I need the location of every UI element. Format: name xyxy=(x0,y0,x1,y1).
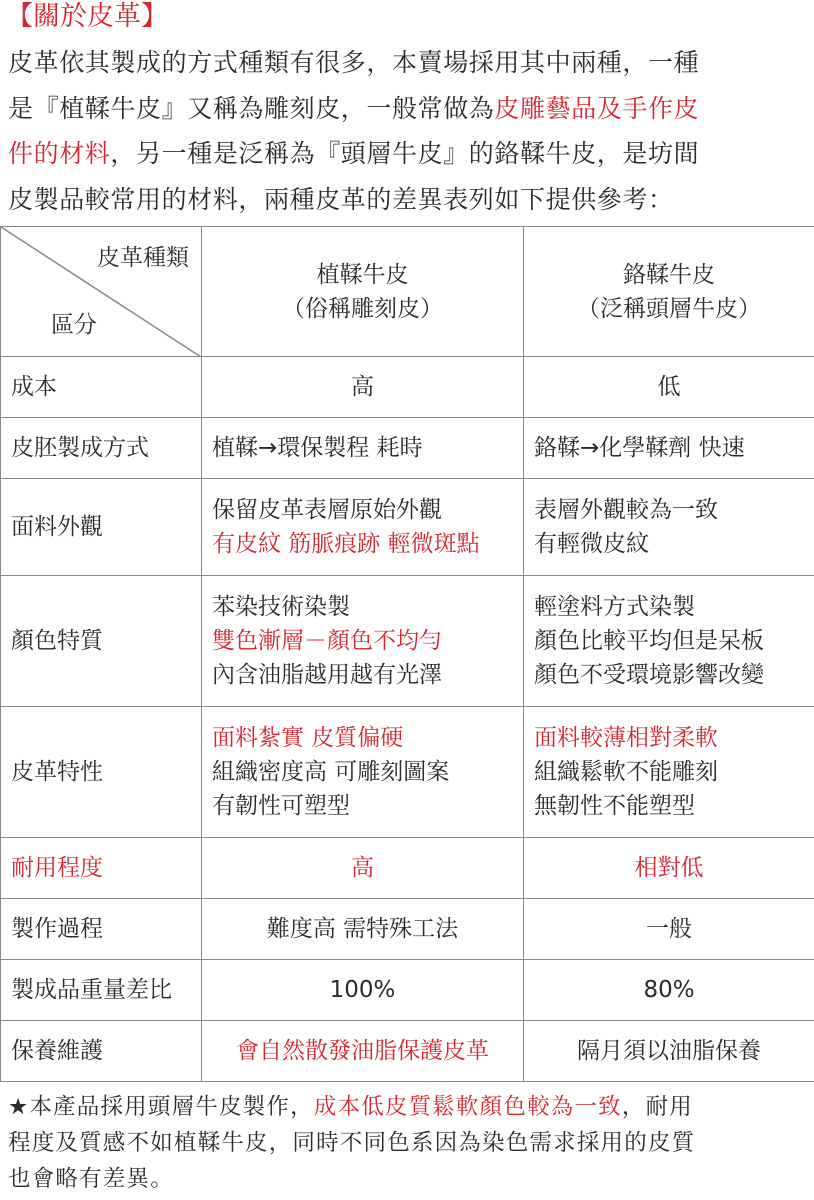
column-name: 鉻鞣牛皮 xyxy=(623,261,715,288)
cell-value: 植鞣→環保製程 耗時 xyxy=(202,418,524,479)
cell-value: 難度高 需特殊工法 xyxy=(202,899,524,960)
table-row xyxy=(1,960,814,1021)
row-label: 顏色特質 xyxy=(1,576,202,707)
table-row xyxy=(1,1021,814,1082)
cell-value: 相對低 xyxy=(524,838,814,899)
cell-value: 鉻鞣→化學鞣劑 快速 xyxy=(524,418,814,479)
note-line-3: 也會略有差異。 xyxy=(8,1166,174,1192)
cell-line: 保留皮革表層原始外觀 xyxy=(212,497,442,523)
cell-line: 無韌性不能塑型 xyxy=(534,793,695,819)
cell-value xyxy=(524,576,814,707)
cell-value xyxy=(524,479,814,576)
cell-line: 顏色不受環境影響改變 xyxy=(534,662,764,688)
column-name: 植鞣牛皮 xyxy=(316,261,409,288)
cell-value: 高 xyxy=(202,838,524,899)
cell-value: 低 xyxy=(524,357,814,418)
header-vegetable-tanned xyxy=(202,227,524,357)
cell-line-highlight: 面料較薄相對柔軟 xyxy=(534,725,718,751)
table-header-row xyxy=(1,227,814,357)
cell-line-highlight: 雙色漸層－顏色不均勻 xyxy=(212,628,442,654)
header-leather-type: 皮革種類 xyxy=(97,245,189,271)
row-label: 成本 xyxy=(1,357,202,418)
row-label: 皮胚製成方式 xyxy=(1,418,202,479)
note-text: ★本產品採用頭層牛皮製作， xyxy=(8,1094,314,1120)
intro-highlight: 皮雕藝品及手作皮 xyxy=(494,93,700,123)
cell-line: 表層外觀較為一致 xyxy=(534,497,718,523)
note-line-1 xyxy=(8,1089,808,1125)
cell-value: 隔月須以油脂保養 xyxy=(524,1021,814,1082)
cell-value xyxy=(202,576,524,707)
cell-value: 會自然散發油脂保護皮革 xyxy=(202,1021,524,1082)
intro-text: ，另一種是泛稱為『頭層牛皮』的鉻鞣牛皮，是坊間 xyxy=(110,139,700,168)
cell-line: 苯染技術染製 xyxy=(212,594,350,620)
table-row xyxy=(1,838,814,899)
intro-line-3 xyxy=(8,131,808,177)
row-label: 皮革特性 xyxy=(1,707,202,838)
table-row xyxy=(1,576,814,707)
intro-line-2 xyxy=(8,86,808,132)
header-corner-cell xyxy=(1,227,202,357)
column-alias: （泛稱頭層牛皮） xyxy=(577,295,761,322)
note-text: ，耐用 xyxy=(621,1094,693,1120)
leather-comparison-table xyxy=(0,226,814,1082)
intro-line-4: 皮製品較常用的材料，兩種皮革的差異表列如下提供參考： xyxy=(8,184,674,214)
cell-line: 組織密度高 可雕刻圖案 xyxy=(212,759,450,785)
cell-value xyxy=(524,707,814,838)
row-label: 製成品重量差比 xyxy=(1,960,202,1021)
row-label: 耐用程度 xyxy=(1,838,202,899)
product-note xyxy=(8,1089,808,1197)
cell-line: 有韌性可塑型 xyxy=(212,793,350,819)
cell-value: 一般 xyxy=(524,899,814,960)
section-title: 【關於皮革】 xyxy=(6,1,168,32)
intro-paragraph xyxy=(8,40,808,222)
cell-line-highlight: 面料紮實 皮質偏硬 xyxy=(212,725,404,751)
table-row xyxy=(1,418,814,479)
cell-line: 有輕微皮紋 xyxy=(534,531,649,557)
row-label: 保養維護 xyxy=(1,1021,202,1082)
note-line-2: 程度及質感不如植鞣牛皮，同時不同色系因為染色需求採用的皮質 xyxy=(8,1130,696,1156)
cell-value xyxy=(202,707,524,838)
cell-value: 100% xyxy=(202,960,524,1021)
note-highlight: 成本低皮質鬆軟顏色較為一致 xyxy=(313,1094,622,1120)
header-chrome-tanned xyxy=(524,227,814,357)
table-row xyxy=(1,707,814,838)
header-category: 區分 xyxy=(51,312,97,338)
table-row xyxy=(1,899,814,960)
cell-line: 輕塗料方式染製 xyxy=(534,594,695,620)
intro-line-1: 皮革依其製成的方式種類有很多，本賣場採用其中兩種，一種 xyxy=(8,48,700,77)
cell-value xyxy=(202,479,524,576)
intro-highlight: 件的材料 xyxy=(8,139,111,168)
table-row xyxy=(1,357,814,418)
cell-line: 顏色比較平均但是呆板 xyxy=(534,628,764,654)
cell-line: 內含油脂越用越有光澤 xyxy=(212,662,442,688)
row-label: 製作過程 xyxy=(1,899,202,960)
row-label: 面料外觀 xyxy=(1,479,202,576)
cell-value: 80% xyxy=(524,960,814,1021)
cell-line-highlight: 有皮紋 筋脈痕跡 輕微斑點 xyxy=(212,531,480,557)
cell-value: 高 xyxy=(202,357,524,418)
intro-text: 是『植鞣牛皮』又稱為雕刻皮，一般常做為 xyxy=(8,93,495,123)
cell-line: 組織鬆軟不能雕刻 xyxy=(534,759,718,785)
column-alias: （俗稱雕刻皮） xyxy=(282,295,443,322)
table-row xyxy=(1,479,814,576)
